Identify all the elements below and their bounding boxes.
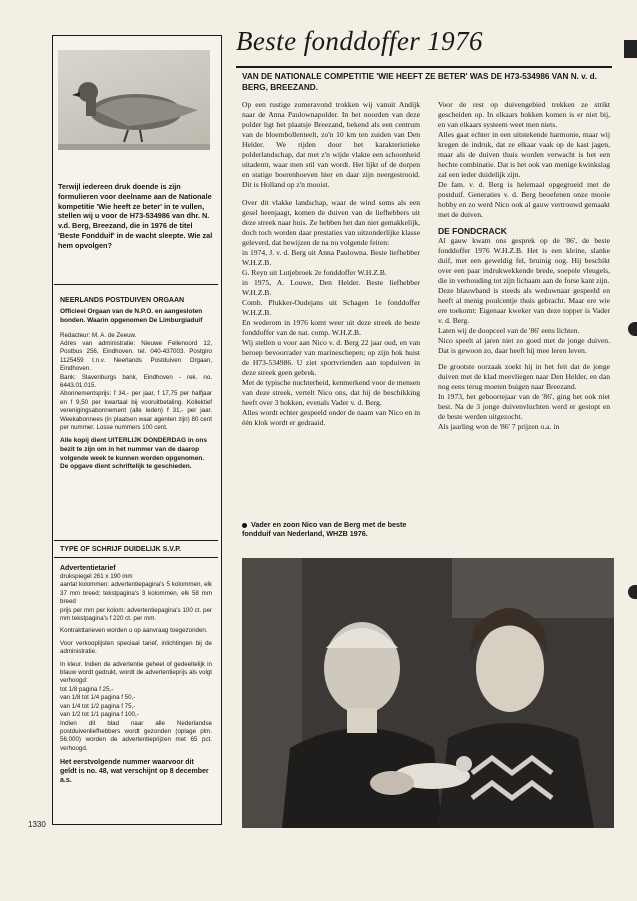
editor-line: Redacteur: M. A. de Zeeuw. <box>60 331 137 339</box>
photo-caption <box>242 520 422 538</box>
article-title: Beste fonddoffer 1976 <box>236 26 483 56</box>
page-number: 1330 <box>28 820 46 829</box>
national-circulation: Indien dit blad naar alle Nederlandse postduivenliefhebbers wordt gezonden (oplage plm. 56.000) worden de advertentieprijzen met 65 pct. verhoogd. <box>60 719 212 752</box>
title-rule <box>236 66 612 68</box>
paragraph: Al gauw kwam ons gesprek op de '86', de beste fonddoffer 1976 W.H.Z.B. Het is een kleine, slanke duif, met een geweldig fel, bruinig oog. Hij beschikt over een paar indrukwekkende brede, soepele vleugels, die in verhouding tot zijn lichaam aan de forse kant zijn. <box>438 236 610 285</box>
paragraph: Laten wij de doopceel van de '86' eens lichten. <box>438 326 580 335</box>
org-title: NEERLANDS POSTDUIVEN ORGAAN <box>60 297 185 304</box>
photo-icon <box>242 558 614 828</box>
pigeon-photo <box>58 50 210 150</box>
color-rates: tot 1/8 pagina f 25,- van 1/8 tot 1/4 pagina f 50,- van 1/4 tot 1/2 pagina f 75,- van 1/2 tot 1/1 pagina f 100,- <box>60 685 139 719</box>
ad-tariff-title: Advertentietarief <box>60 565 116 572</box>
father-son-photo <box>242 558 614 828</box>
edge-mark <box>628 322 637 336</box>
paragraph: Op een rustige zomeravond trokken wij vanuit Andijk naar de Anna Paulownapolder. In het noorden van deze polder ligt het plaatsje Breezand, bekend als een centrum van de bloembollenteelt, zo'n 10 km ten zuiden van Den Helder. We rijden door het karakteristieke polderlandschap, dat met z'n wijde vlakte een schoonheid uitademt, waar men stil van wordt. Het lijkt of de dorpen en statige boerenhoeven hier en daar zijn neergestrooid. Dit is Holland op z'n mooist. <box>242 100 420 189</box>
sidebar-divider <box>54 284 218 285</box>
next-issue: Het eerstvolgende nummer waarvoor dit geldt is no. 48, wat verschijnt op 8 december a.s. <box>60 759 209 785</box>
paragraph: Over dit vlakke landschap, waar de wind soms als een gesel heenjaagt, komen de duiven van de liefhebbers uit deze streek naar huis. Ze hebben het dan niet gemakkelijk, doch toch worden daar prestaties van uitzonderlijke klasse geleverd, dat bewijzen de na nu volgende feiten: <box>242 198 420 247</box>
bank-line: Bank: Slavenburgs bank, Eindhoven - rek. no. 6443.01.015. <box>60 373 212 390</box>
paragraph: Alles wordt echter gespeeld onder de naam van Nico en in één klok wordt er gedraaid. <box>242 408 420 427</box>
paragraph: Alles gaat echter in een uitstekende harmonie, maar wij kregen de indruk, dat ze elkaar vaak op de kast jagen, maar als de duiven thuis worden verwacht is het een hechte combinatie. Dat is het ook van menige kwinkslag zal een ieder duidelijk zijn. <box>438 130 610 179</box>
bullet-icon <box>242 523 247 528</box>
edge-mark <box>628 585 637 599</box>
paragraph: En wederom in 1976 komt weer uit deze streek de beste fonddoffer van de nat. comp. W.H.Z.B. <box>242 318 420 337</box>
paragraph: De fam. v. d. Berg is helemaal opgegroeid met de postduif. Generaties v. d. Berg beoefenen onze mooie hobby en zo werd Nico ook al gauw vertrouwd gemaakt met de duiven. <box>438 180 610 219</box>
color-surcharge: In kleur. Indien de advertentie geheel of gedeeltelijk in blauw wordt gedrukt, wordt de advertentieprijs als volgt verhoogd: <box>60 660 212 685</box>
paragraph: in 1974, J. v. d. Berg uit Anna Paulowna. Beste liefhebber W.H.Z.B. G. Reyn uit Lutjebroek 2e fonddoffer W.H.Z.B. in 1975, A. Louwe, Den Helder. Beste liefhebber W.H.Z.B. Comb. Plukker-Oudejans uit Schagen 1e fonddoffer W.H.Z.B. <box>242 248 420 317</box>
sidebar-divider <box>54 540 218 541</box>
price-lists: Voor verkooplijsten speciaal tarief, inlichtingen bij de administratie. <box>60 639 212 656</box>
ad-tariffs <box>60 564 212 785</box>
type-heading: TYPE OF SCHRIJF DUIDELIJK S.V.P. <box>60 546 181 553</box>
sidebar-masthead <box>60 296 212 472</box>
paragraph: Voor de rest op duivengebied trekken ze strikt gescheiden op. In elkaars hokken komen is er niet bij, en van elkaars systeem weet men niets. <box>438 100 610 129</box>
contract-rates: Kontrakttarieven worden u op aanvraag toegezonden. <box>60 627 208 635</box>
section-heading: DE FONDCRACK <box>438 226 507 236</box>
paragraph: Deze blauwband is steeds als weduwnaar gespeeld en heeft al menig poulcentje thuis gebracht. Maar ere wie ere toekomt: Eigenaar kweker van deze topper is Vader v. d. Berg. <box>438 286 610 325</box>
paragraph: De grootste oorzaak zoekt hij in het feit dat de jonge duiven met de klad meevliegen naar Den Helder, en dan nog eens terug moeten buigen naar Breezand. <box>438 362 610 391</box>
edge-mark <box>624 40 637 58</box>
paragraph: Met de typische nuchterheid, kenmerkend voor de mensen van deze streek, vertelt Nico ons, dat hij de beschikking heeft over 3 hokken, evenals Vader v. d. Berg. <box>242 378 420 407</box>
paragraph: In 1973, het geboortejaar van de '86', ging het ook niet best. Na de 3 jonge duivenvluchten werd er gestopt en de beste werden uitgezocht. <box>438 392 610 421</box>
admin-address: Adres van administratie: Nieuwe Fellenoord 12, Postbus 256, Eindhoven. tel. 040-437003. Postgiro 1125459 t.n.v. Neerlands Postduiven Orgaan, Eindhoven. <box>60 340 212 373</box>
article-column-2 <box>438 100 610 432</box>
photo-caption-text: Vader en zoon Nico van de Berg met de beste fondduif van Nederland, WHZB 1976. <box>242 520 407 539</box>
article-subtitle: VAN DE NATIONALE COMPETITIE 'WIE HEEFT ZE BETER' WAS DE H73-534986 VAN N. v. d. BERG, BREEZAND. <box>242 72 597 92</box>
pigeon-icon <box>58 50 210 150</box>
paragraph: Nico speelt al jaren niet zo goed met de jonge duiven. Dat is gewoon zo, daar heeft hij mee leren leven. <box>438 336 610 355</box>
org-subtitle: Officieel Orgaan van de N.P.O. en aangesloten bonden. Waarin opgenomen De Limburgiaduif <box>60 308 203 324</box>
paragraph: Wij stellen u voor aan Nico v. d. Berg 22 jaar oud, en van beroep bevoorrader van marineschepen; op zijn hok huist de H73-534986. U ziet sportvrienden aan topduiven in deze streek geen gebrek. <box>242 338 420 377</box>
sidebar-divider <box>54 557 218 558</box>
article-column-1 <box>242 100 420 428</box>
copy-deadline: Alle kopij dient UITERLIJK DONDERDAG in ons bezit te zijn om in het nummer van de daarop volgende week te kunnen worden opgenomen. De opgave dient schriftelijk te geschieden. <box>60 437 207 471</box>
ad-tariff-text: drukspiegel 261 x 190 mm aantal kolommen: advertentiepagina's 5 kolommen, elk 37 mm breed; tekstpagina's 3 kolommen, elk 58 mm breed prijs per mm per kolom: advertentiepagina's 100 ct. per mm tekstpagina's f 220 ct. per mm. <box>60 573 212 623</box>
paragraph: Als jaarling won de '86' 7 prijzen o.a. in <box>438 422 560 431</box>
sidebar-intro: Terwijl iedereen druk doende is zijn formulieren voor deelname aan de Nationale kompetitie 'Wie heeft ze beter' in te vullen, stellen wij u voor de H73-534986 van dhr. N. v.d. Berg, Breezand, die in 1976 de titel 'Beste Fondduif' in de wacht sleepte. Wie zal hem opvolgen? <box>58 182 213 250</box>
subscription-prices: Abonnementsprijs: f 34,- per jaar, f 17,75 per halfjaar en f 9,50 per kwartaal bij vooruitbetaling. Kollektief verenigingsabonnement (alle leden) f 31,- per jaar. Weekabonnees (in plaatsen waar agenten zijn) 80 cent per nummer. Losse nummers 100 cent. <box>60 390 212 432</box>
